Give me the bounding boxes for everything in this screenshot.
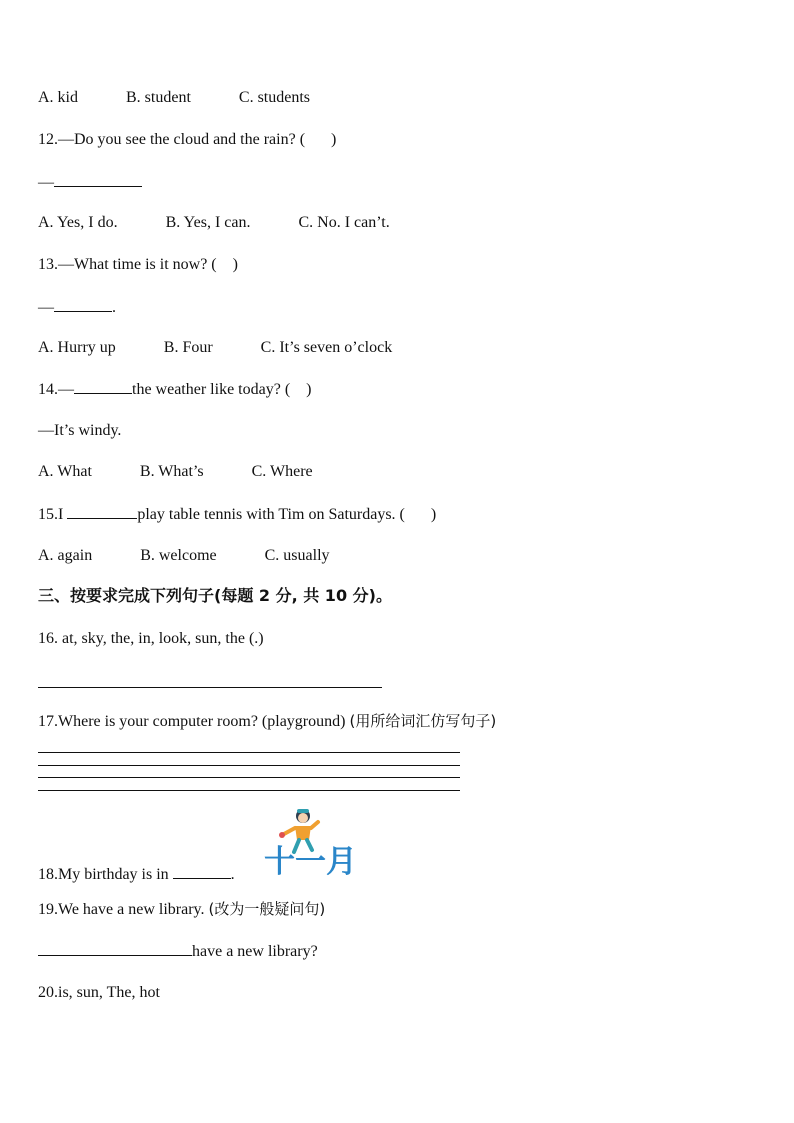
child-arm-right xyxy=(311,822,318,828)
child-arm-left xyxy=(284,828,295,834)
q13-question-text: 13.—What time is it now? ( xyxy=(38,256,217,273)
q14-question-rest: the weather like today? ( xyxy=(132,381,291,398)
section-3-heading: 三、按要求完成下列句子(每题 2 分, 共 10 分)。 xyxy=(38,586,392,605)
q18-end: . xyxy=(230,866,235,883)
q12-paren-close: ) xyxy=(331,131,337,148)
q11-option-a: A. kid xyxy=(38,89,78,106)
child-hat xyxy=(297,809,309,813)
child-ball xyxy=(279,832,285,838)
q15-option-a: A. again xyxy=(38,547,93,564)
november-illustration-svg xyxy=(262,806,358,876)
november-illustration xyxy=(262,806,358,876)
q13-answer-dash: — xyxy=(38,299,54,316)
q17-answer-line-2[interactable] xyxy=(38,765,460,766)
q17-text: 17.Where is your computer room? (playground) xyxy=(38,713,350,730)
q11-option-c: C. students xyxy=(238,89,311,106)
q15-option-b: B. welcome xyxy=(140,547,217,564)
q17-answer-line-3[interactable] xyxy=(38,777,460,778)
child-face xyxy=(298,813,308,823)
q15-paren-close: ) xyxy=(430,506,437,523)
q11-option-b: B. student xyxy=(126,89,191,106)
q14-option-b: B. What’s xyxy=(139,463,204,480)
q12-answer-blank[interactable] xyxy=(54,172,142,187)
q14-option-a: A. What xyxy=(38,463,92,480)
q13-option-a: A. Hurry up xyxy=(38,339,116,356)
q11-options xyxy=(38,88,310,108)
q12-options xyxy=(38,213,390,233)
q13-question xyxy=(38,255,238,275)
q19-answer-blank[interactable] xyxy=(38,941,192,956)
q16-answer-line[interactable] xyxy=(38,687,382,688)
q13-option-b: B. Four xyxy=(163,339,213,356)
q14-options xyxy=(38,462,313,482)
q17-answer-line-4[interactable] xyxy=(38,790,460,791)
q19-note: (改为一般疑问句) xyxy=(208,900,326,918)
q18-blank[interactable] xyxy=(173,864,231,879)
q13-answer-blank[interactable] xyxy=(54,297,112,312)
q20-text: 20.is, sun, The, hot xyxy=(38,984,160,1001)
q19-text: 19.We have a new library. xyxy=(38,901,209,918)
q13-answer-end: . xyxy=(112,299,116,316)
q12-question xyxy=(38,130,336,150)
q13-paren-close: ) xyxy=(232,256,238,273)
q14-option-c: C. Where xyxy=(251,463,313,480)
q15-options xyxy=(38,546,330,566)
q12-option-a: A. Yes, I do. xyxy=(38,214,118,231)
q15-question xyxy=(38,504,436,525)
q12-answer-dash: — xyxy=(38,174,54,191)
q14-question xyxy=(38,379,311,400)
q19-answer-line xyxy=(38,941,318,962)
q15-question-rest: play table tennis with Tim on Saturdays. ( xyxy=(137,506,405,523)
q13-option-c: C. It’s seven o’clock xyxy=(260,339,393,356)
q12-option-c: C. No. I can’t. xyxy=(298,214,390,231)
q14-prefix: 14.— xyxy=(38,381,74,398)
q12-option-b: B. Yes, I can. xyxy=(165,214,251,231)
q12-answer-line xyxy=(38,172,142,193)
q14-blank[interactable] xyxy=(74,379,132,394)
q19-question xyxy=(38,899,325,920)
q17-answer-line-1[interactable] xyxy=(38,752,460,753)
q15-blank[interactable] xyxy=(67,504,137,519)
q16-text: 16. at, sky, the, in, look, sun, the (.) xyxy=(38,630,264,647)
november-characters: 十一月 xyxy=(264,844,357,876)
q12-question-text: 12.—Do you see the cloud and the rain? ( xyxy=(38,131,306,148)
q14-paren-close: ) xyxy=(306,381,312,398)
q14-answer: —It’s windy. xyxy=(38,422,122,439)
q17-question xyxy=(38,711,496,732)
q13-answer-line xyxy=(38,297,116,318)
q15-prefix: 15.I xyxy=(38,506,68,523)
child-body xyxy=(295,826,311,840)
q15-option-c: C. usually xyxy=(264,547,330,564)
q18-question xyxy=(38,864,235,885)
q18-text: 18.My birthday is in xyxy=(38,866,173,883)
q13-options xyxy=(38,338,392,358)
q19-answer-rest: have a new library? xyxy=(192,943,318,960)
q17-note: (用所给词汇仿写句子) xyxy=(349,712,497,730)
